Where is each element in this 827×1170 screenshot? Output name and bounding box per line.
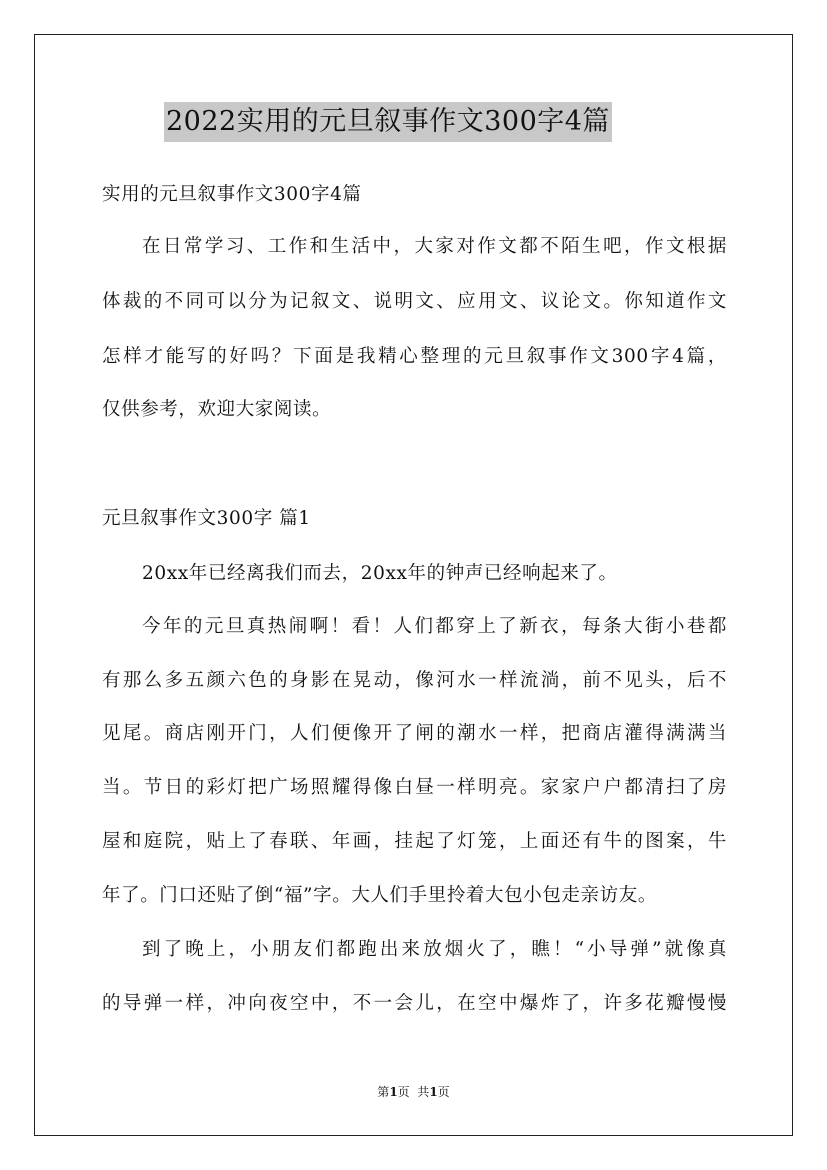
body-line-4: 见尾。商店刚开门，人们便像开了闸的潮水一样，把商店灌得满满当 <box>102 723 727 744</box>
intro-line-3: 怎样才能写的好吗？下面是我精心整理的元旦叙事作文300字4篇， <box>102 346 727 367</box>
footer-total-pages: 1 <box>429 1085 438 1099</box>
section-heading: 元旦叙事作文300字 篇1 <box>102 508 311 529</box>
intro-line-4: 仅供参考，欢迎大家阅读。 <box>102 399 332 420</box>
document-subtitle: 实用的元旦叙事作文300字4篇 <box>102 184 362 205</box>
body-line-9: 的导弹一样，冲向夜空中，不一会儿，在空中爆炸了，许多花瓣慢慢 <box>102 993 727 1014</box>
body-line-6: 屋和庭院，贴上了春联、年画，挂起了灯笼，上面还有牛的图案，牛 <box>102 831 727 852</box>
intro-line-2: 体裁的不同可以分为记叙文、说明文、应用文、议论文。你知道作文 <box>102 291 727 312</box>
body-line-2: 今年的元旦真热闹啊！看！人们都穿上了新衣，每条大街小巷都 <box>142 616 727 637</box>
body-line-5: 当。节日的彩灯把广场照耀得像白昼一样明亮。家家户户都清扫了房 <box>102 777 727 798</box>
body-line-7: 年了。门口还贴了倒“福”字。大人们手里拎着大包小包走亲访友。 <box>102 885 657 906</box>
document-title: 2022实用的元旦叙事作文300字4篇 <box>164 102 612 142</box>
page-footer <box>0 1082 827 1102</box>
footer-prefix: 第 <box>377 1085 390 1099</box>
body-line-8: 到了晚上，小朋友们都跑出来放烟火了，瞧！“小导弹”就像真 <box>142 939 727 960</box>
footer-mid: 页 共 <box>397 1085 430 1099</box>
body-line-1: 20xx年已经离我们而去，20xx年的钟声已经响起来了。 <box>142 563 618 584</box>
footer-suffix: 页 <box>437 1085 450 1099</box>
intro-line-1: 在日常学习、工作和生活中，大家对作文都不陌生吧，作文根据 <box>142 236 727 257</box>
body-line-3: 有那么多五颜六色的身影在晃动，像河水一样流淌，前不见头，后不 <box>102 670 727 691</box>
footer-page-number: 1 <box>389 1085 398 1099</box>
